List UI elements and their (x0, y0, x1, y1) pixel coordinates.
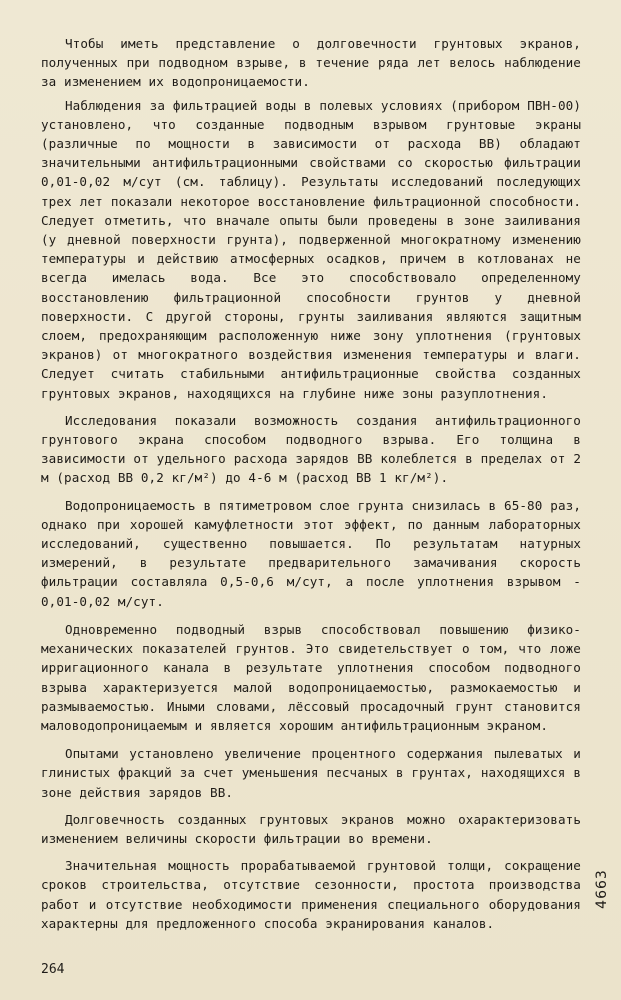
paragraph: Водопроницаемость в пятиметровом слое грунта снизилась в 65-80 раз, однако при хорошей камуфлетности этот эффект, по данным лабораторных исследований, существенно повышается. По результатам натурных измерений, в результате предварительного замачивания скорость фильтрации составляла 0,5-0,6 м/сут, а после уплотнения взрывом - 0,01-0,02 м/сут. (41, 497, 581, 609)
paragraph: Чтобы иметь представление о долговечности грунтовых экранов, полученных при подводном взрыве, в течение ряда лет велось наблюдение за изменением их водопроницаемости. (41, 36, 581, 90)
paragraph: Исследования показали возможность создания антифильтрационного грунтового экрана способом подводного взрыва. Его толщина в зависимости от удельного расхода зарядов ВВ колеблется в пределах от 2 м (расход ВВ 0,2 кг/м²) до 4-6 м (расход ВВ 1 кг/м²). (41, 412, 581, 486)
paragraph: Опытами установлено увеличение процентного содержания пылеватых и глинистых фракций за счет уменьшения песчаных в грунтах, находящихся в зоне действия зарядов ВВ. (41, 746, 581, 800)
side-number-text: 4663 (594, 869, 610, 909)
paragraph: Долговечность созданных грунтовых экранов можно охарактеризовать изменением величины скорости фильтрации во времени. (41, 811, 581, 846)
document-body (41, 34, 581, 933)
side-number (590, 856, 614, 922)
page-number: 264 (41, 962, 65, 977)
paragraph: Значительная мощность прорабатываемой грунтовой толщи, сокращение сроков строительства, отсутствие сезонности, простота производства работ и отсутствие необходимости применения специального оборудования характерны для предложенного способа экранирования каналов. (41, 858, 581, 931)
paragraph: Одновременно подводный взрыв способствовал повышению физико-механических показателей грунтов. Это свидетельствует о том, что ложе ирригационного канала в результате уплотнения способом подводного взрыва характеризуется малой водопроницаемостью, размокаемостью и размываемостью. Иными словами, лёссовый просадочный грунт становится маловодопроницаемым и является хорошим антифильтрационным экраном. (41, 621, 581, 733)
paragraph: Наблюдения за фильтрацией воды в полевых условиях (прибором ПВН-00) установлено, что созданные подводным взрывом грунтовые экраны (различные по мощности в зависимости от расхода ВВ) обладают значительными антифильтрационными свойствами со скоростью фильтрации 0,01-0,02 м/сут (см. таблицу). Результаты исследований последующих трех лет показали некоторое восстановление фильтрационной способности. Следует отметить, что вначале опыты были проведены в зоне заиливания (у дневной поверхности грунта), подверженной многократному изменению температуры и действию атмосферных осадков, причем в котлованах не всегда имелась вода. Все это способствовало определенному восстановлению фильтрационной способности грунтов у дневной поверхности. С другой стороны, грунты заиливания являются защитным слоем, предохраняющим расположенную ниже зону уплотнения (грунтовых экранов) от многократного воздействия изменения температуры и влаги. Следует считать стабильными антифильтрационные свойства созданных грунтовых экранов, находящихся на глубине ниже зоны разуплотнения. (41, 97, 581, 401)
